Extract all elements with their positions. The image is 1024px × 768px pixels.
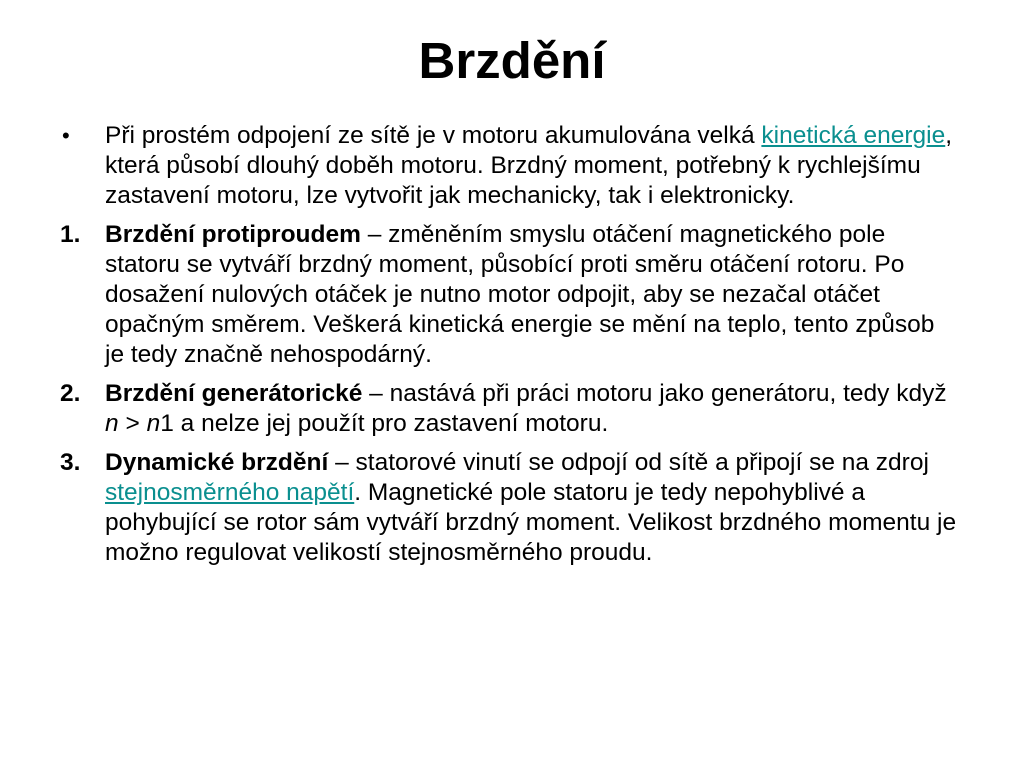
stejnosmerne-napeti-link[interactable]: stejnosměrného napětí (105, 479, 355, 506)
slide-content (60, 121, 960, 577)
kineticka-energie-link[interactable]: kinetická energie (761, 122, 946, 149)
list-number-2: 2. (60, 380, 81, 407)
intro-text-after: , která působí dlouhý doběh motoru. Brzdný moment, potřebný k rychlejšímu zastavení motoru, lze vytvořit jak mechanicky, tak i elektronicky. (105, 122, 953, 209)
bullet-marker: • (62, 123, 70, 148)
item-2-text-before: – nastává při práci motoru jako generátoru, tedy když (362, 380, 947, 407)
variable-n1-index: 1 (160, 410, 174, 437)
list-item-3 (60, 448, 960, 568)
slide-title: Brzdění (418, 32, 606, 89)
item-2-text-after: a nelze jej použít pro zastavení motoru. (173, 410, 609, 437)
list-number-3: 3. (60, 449, 81, 476)
term-generatoricke: Brzdění generátorické (105, 380, 363, 407)
list-item-2 (60, 379, 960, 439)
intro-bullet-item (60, 121, 960, 211)
variable-n1: n (146, 410, 161, 437)
variable-n: n (105, 410, 119, 437)
list-item-1 (60, 220, 960, 370)
item-3-text-before: – statorové vinutí se odpojí od sítě a připojí se na zdroj (328, 449, 929, 476)
item-1-text: – změněním smyslu otáčení magnetického pole statoru se vytváří brzdný moment, působící proti směru otáčení rotoru. Po dosažení nulových otáček je nutno motor odpojit, aby se nezačal otáčet opačným směrem. Veškerá kinetická energie se mění na teplo, tento způsob je tedy značně nehospodárný. (105, 221, 935, 368)
item-3-text-after: . Magnetické pole statoru je tedy nepohyblivé a pohybující se rotor sám vytváří brzdný moment. Velikost brzdného momentu je možno regulovat velikostí stejnosměrného proudu. (105, 479, 957, 566)
list-number-1: 1. (60, 221, 81, 248)
intro-text-before: Při prostém odpojení ze sítě je v motoru akumulována velká (105, 122, 762, 149)
term-protiproudem: Brzdění protiproudem (105, 221, 361, 248)
greater-than-sign: > (118, 410, 147, 437)
term-dynamicke: Dynamické brzdění (105, 449, 329, 476)
